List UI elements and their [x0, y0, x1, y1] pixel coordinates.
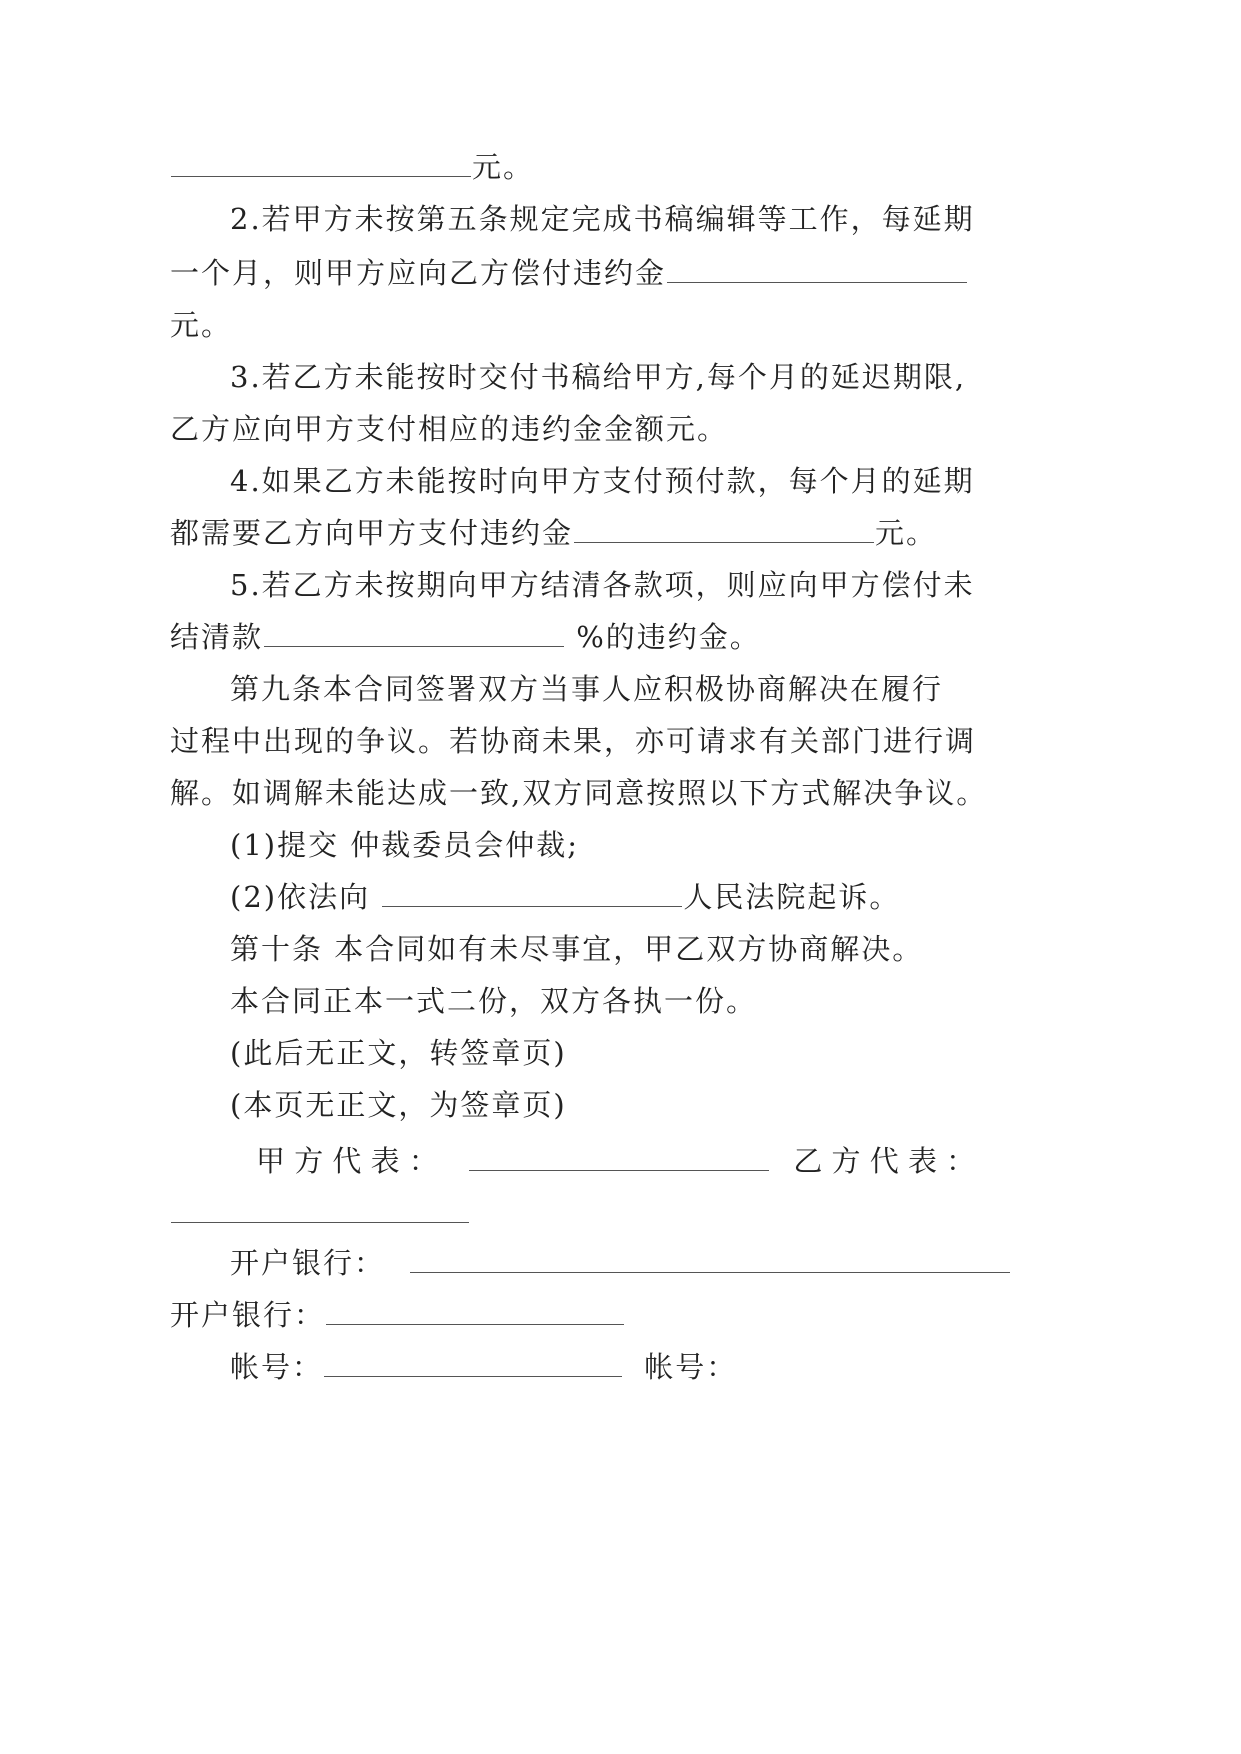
account-a-blank[interactable]: [324, 1346, 622, 1377]
clause-5-line-1: 5.若乙方未按期向甲方结清各款项，则应向甲方偿付未: [230, 568, 975, 602]
article-10: 第十条 本合同如有未尽事宜，甲乙双方协商解决。: [230, 932, 924, 966]
clause-4-line-2: 都需要乙方向甲方支付违约金 元。: [170, 510, 937, 556]
account-b-label: 帐号：: [644, 1350, 738, 1384]
amount-blank[interactable]: [171, 146, 471, 177]
party-b-rep-label: 乙 方 代 表 ：: [793, 1144, 976, 1178]
bank-b-line: [170, 1292, 625, 1338]
prepayment-penalty-blank[interactable]: [574, 512, 874, 543]
bank-b-label: 开户银行：: [170, 1298, 326, 1332]
bank-b-blank[interactable]: [326, 1294, 624, 1325]
bank-a-line: [230, 1240, 1011, 1286]
court-blank[interactable]: [382, 876, 682, 907]
continuation-line: 元。: [170, 144, 534, 190]
option-2: (2)依法向 人民法院起诉。: [230, 874, 900, 920]
representatives-line: [256, 1138, 975, 1184]
option-1: (1)提交 仲裁委员会仲裁;: [230, 828, 580, 862]
party-b-rep-line: [170, 1190, 470, 1236]
account-a-label: 帐号：: [230, 1350, 324, 1384]
clause-2-line-1: 2.若甲方未按第五条规定完成书稿编辑等工作，每延期: [230, 202, 975, 236]
clause-3-line-2: 乙方应向甲方支付相应的违约金金额元。: [170, 412, 729, 446]
article-9-line-1: 第九条本合同签署双方当事人应积极协商解决在履行: [230, 672, 944, 706]
copies-statement: 本合同正本一式二份，双方各执一份。: [230, 984, 758, 1018]
article-9-line-2: 过程中出现的争议。若协商未果，亦可请求有关部门进行调: [170, 724, 977, 758]
article-9-line-3: 解。如调解未能达成一致,双方同意按照以下方式解决争议。: [170, 776, 988, 810]
no-further-text-note: (此后无正文，转签章页): [230, 1036, 567, 1070]
penalty-blank[interactable]: [667, 252, 967, 283]
clause-2-line-2: 一个月，则甲方应向乙方偿付违约金: [170, 250, 968, 296]
party-a-rep-blank[interactable]: [469, 1140, 769, 1171]
bank-a-label: 开户银行：: [230, 1246, 386, 1280]
clause-2-line-3: 元。: [170, 308, 233, 342]
account-line: [230, 1344, 737, 1390]
clause-5-line-2: 结清款 %的违约金。: [170, 614, 761, 660]
signature-page-note: (本页无正文，为签章页): [230, 1088, 567, 1122]
percent-blank[interactable]: [264, 616, 564, 647]
bank-a-blank[interactable]: [410, 1242, 1010, 1273]
clause-4-line-1: 4.如果乙方未能按时向甲方支付预付款，每个月的延期: [230, 464, 975, 498]
party-b-rep-blank[interactable]: [171, 1192, 469, 1223]
clause-3-line-1: 3.若乙方未能按时交付书稿给甲方,每个月的延迟期限,: [230, 360, 967, 394]
party-a-rep-label: 甲 方 代 表 ：: [256, 1144, 438, 1178]
